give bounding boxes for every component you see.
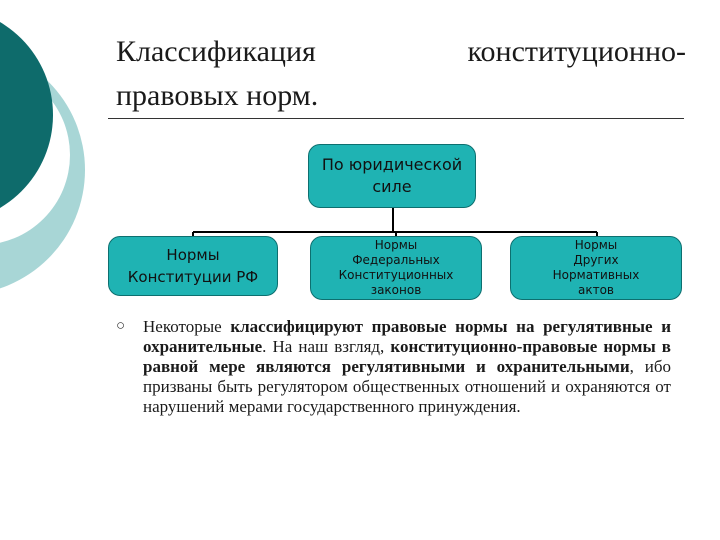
para-bold: конституционно-правовые нормы в равной мере являются регулятивными и охранительными [143, 337, 671, 376]
para-text: , ибо призваны быть регулятором общественных отношений и охраняются от нарушений мерами государственного принуждения. [143, 357, 672, 416]
node-text: Нормы [166, 246, 220, 264]
node-text: Нормы [374, 238, 418, 252]
node-text: актов [577, 283, 614, 297]
body-paragraph [143, 317, 671, 417]
node-text: силе [372, 177, 412, 196]
root-node-legal-force [308, 144, 476, 208]
node-federal-constitutional-laws [310, 236, 482, 300]
title-part-2: конституционно- [467, 35, 686, 68]
title-part-3: правовых норм. [116, 79, 319, 112]
node-text: По юридической [321, 155, 463, 174]
node-text: Федеральных [352, 253, 440, 267]
node-other-normative-acts [510, 236, 682, 300]
para-bold: классифицируют правовые нормы на регулятивные и охранительные [143, 317, 671, 356]
node-text: Нормативных [552, 268, 640, 282]
node-text: законов [370, 283, 422, 297]
node-text: Других [573, 253, 619, 267]
para-text: Некоторые [143, 317, 231, 336]
node-text: Конституции РФ [127, 268, 259, 286]
para-text: . На наш взгляд, [262, 337, 391, 356]
title-part-1: Классификация [116, 35, 316, 68]
node-text: Конституционных [338, 268, 454, 282]
node-text: Нормы [574, 238, 618, 252]
circle-bullet-icon: ○ [116, 318, 126, 334]
node-constitution-norms [108, 236, 278, 296]
